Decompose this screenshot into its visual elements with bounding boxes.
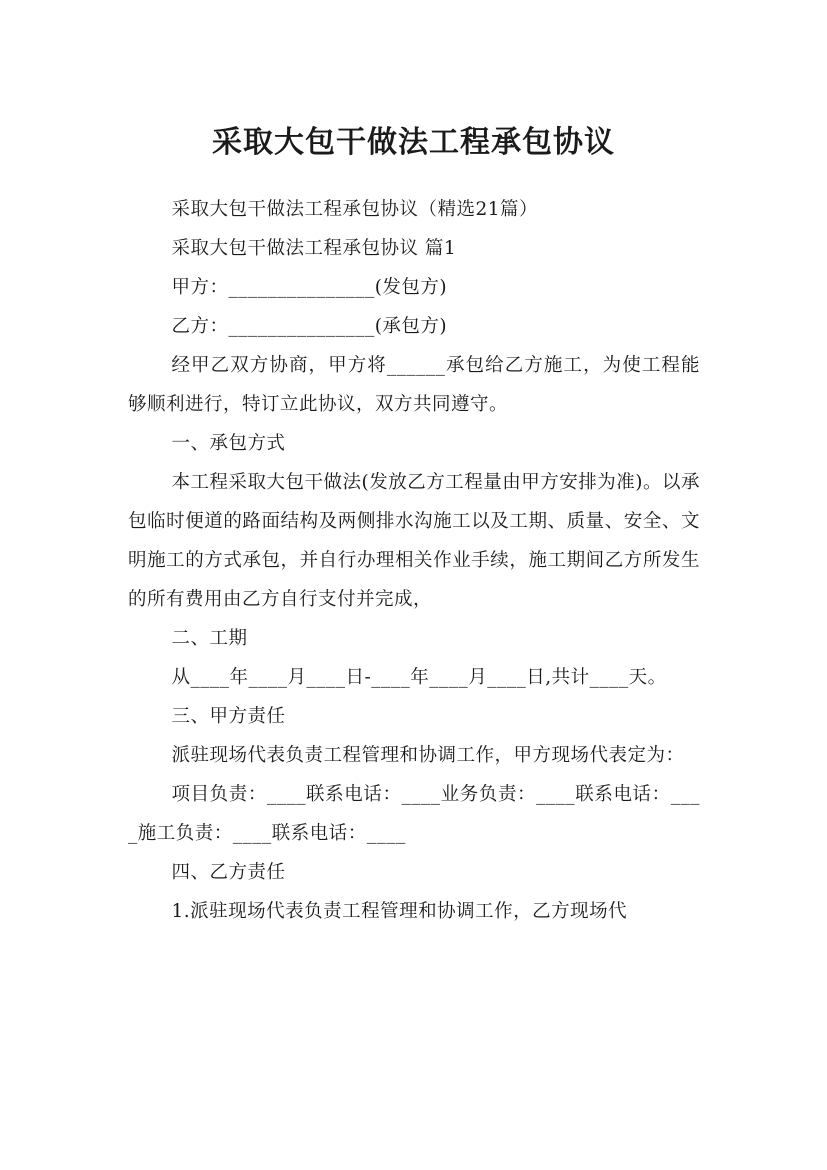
document-title: 采取大包干做法工程承包协议 — [212, 125, 615, 161]
paragraph-party-a: 甲方：_______________(发包方) — [171, 277, 448, 298]
paragraph-article-heading: 采取大包干做法工程承包协议 篇1 — [171, 238, 457, 259]
paragraph-party-a-duties: 派驻现场代表负责工程管理和协调工作，甲方现场代表定为： — [171, 745, 685, 766]
paragraph-preamble: 经甲乙双方协商，甲方将______承包给乙方施工，为使工程能够顺利进行，特订立此协议，双方共同遵守。 — [128, 355, 700, 415]
paragraph-party-b-duty-1: 1.派驻现场代表负责工程管理和协调工作，乙方现场代 — [171, 901, 628, 922]
paragraph-collection-title: 采取大包干做法工程承包协议（精选21篇） — [171, 199, 539, 220]
paragraph-party-b: 乙方：_______________(承包方) — [171, 316, 448, 337]
section-heading-contract-method: 一、承包方式 — [171, 433, 286, 454]
section-heading-schedule: 二、工期 — [171, 628, 248, 649]
paragraph-contract-method: 本工程采取大包干做法(发放乙方工程量由甲方安排为准)。以承包临时便道的路面结构及两侧排水沟施工以及工期、质量、安全、文明施工的方式承包，并自行办理相关作业手续，施工期间乙方所发生的所有费用由乙方自行支付并完成， — [128, 472, 700, 610]
section-heading-party-a-duties: 三、甲方责任 — [171, 706, 286, 727]
section-heading-party-b-duties: 四、乙方责任 — [171, 862, 286, 883]
paragraph-schedule: 从____年____月____日-____年____月____日,共计____天。 — [171, 667, 667, 688]
paragraph-contacts: 项目负责：____联系电话：____业务负责：____联系电话：____施工负责：____联系电话：____ — [128, 784, 700, 844]
document-body — [128, 190, 700, 931]
